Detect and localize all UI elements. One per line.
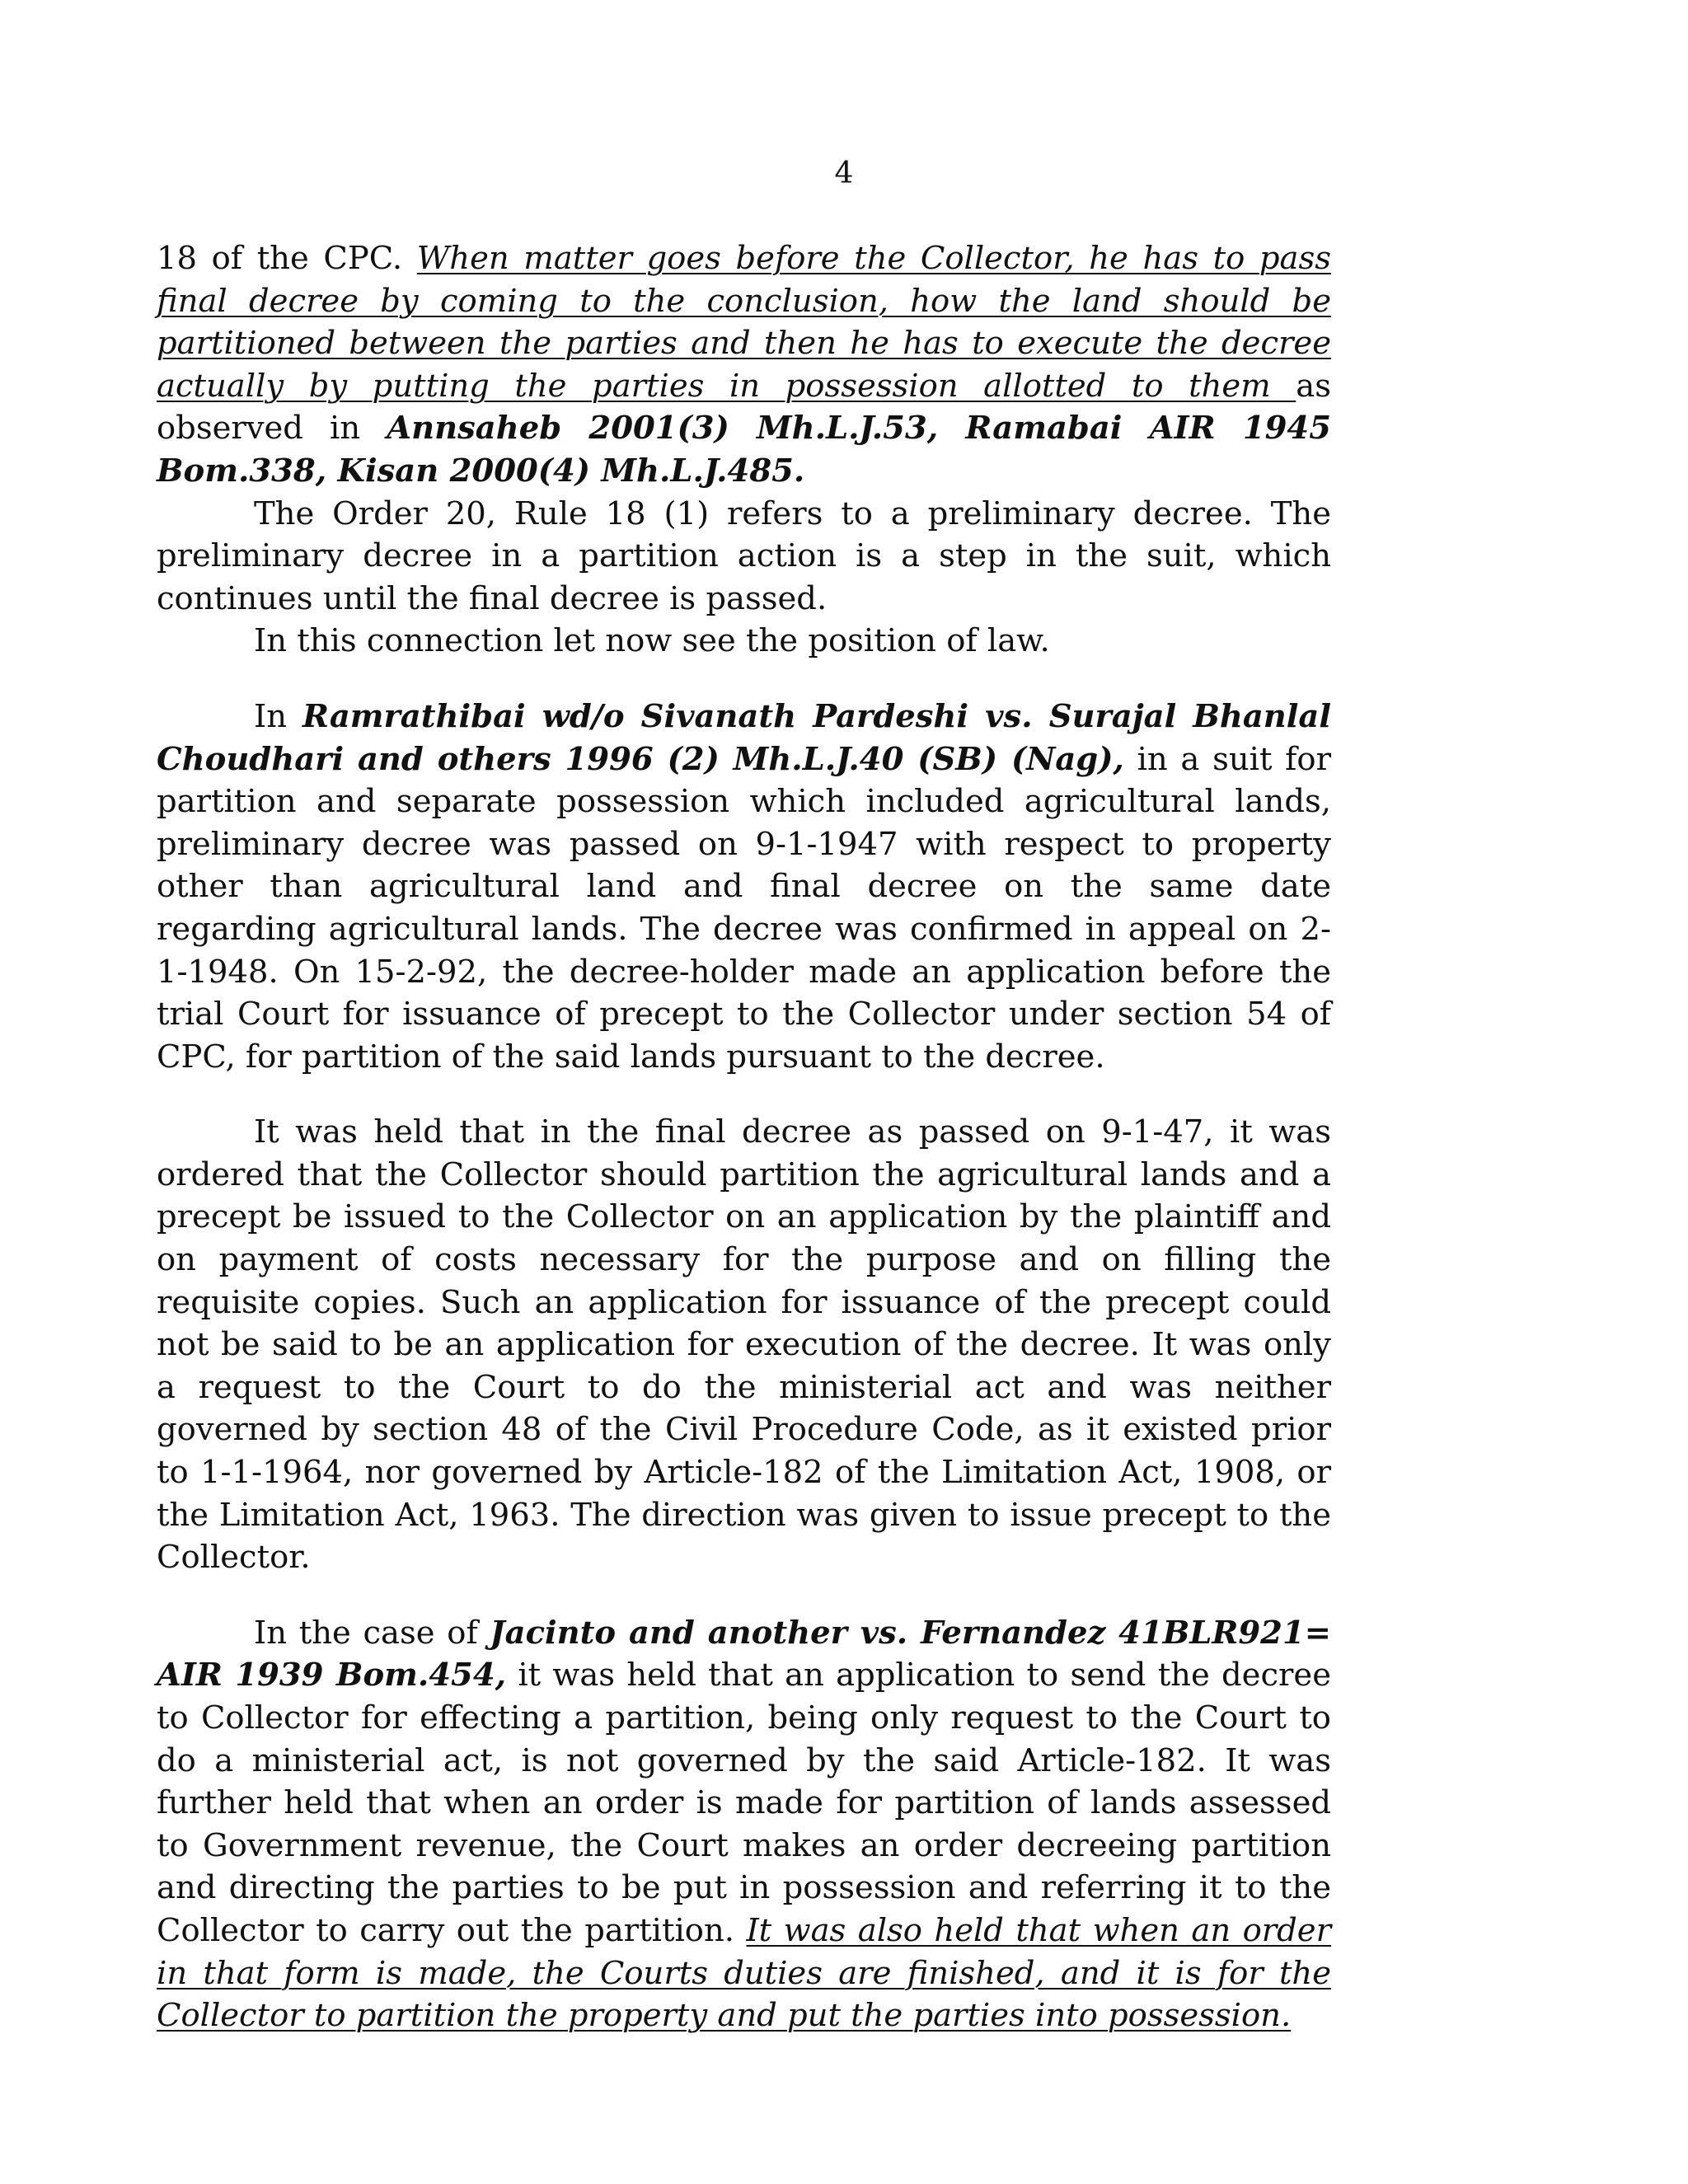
page-number: 4 (834, 157, 854, 190)
paragraph-4-text: In (254, 697, 302, 735)
paragraph-5: It was held that in the final decree as passed on 9-1-47, it was ordered that the Collector should partition the agricultural lands and a precept be issued to the Collector on an application by the plaintiff and on payment of costs necessary for the purpose and on filling the requisite copies. Such an application for issuance of the precept could not be said to be an application for execution of the decree. It was only a request to the Court to do the ministerial act and was neither governed by section 48 of the Civil Procedure Code, as it existed prior to 1-1-1964, nor governed by Article-182 of the Limitation Act, 1908, or the Limitation Act, 1963. The direction was given to issue precept to the Collector. (157, 1113, 1331, 1577)
paragraph-1-citation: Annsaheb 2001(3) Mh.L.J.53, Ramabai AIR 1945 Bom.338, Kisan 2000(4) Mh.L.J.485. (157, 410, 1331, 490)
paragraph-6-citation: Jacinto and another vs. Fernandez 41BLR921= AIR 1939 Bom.454, (157, 1614, 1331, 1694)
paragraph-2: The Order 20, Rule 18 (1) refers to a preliminary decree. The preliminary decree in a partition action is a step in the suit, which continues until the final decree is passed. (157, 494, 1331, 617)
document-body (157, 237, 1331, 2037)
paragraph-1 (157, 237, 1331, 493)
paragraph-1-text: 18 of the CPC. (157, 240, 417, 277)
paragraph-4-citation: Ramrathibai wd/o Sivanath Pardeshi vs. Surajal Bhanlal Choudhari and others 1996 (2) Mh.L.J.40 (SB) (Nag), (157, 697, 1331, 778)
paragraph-6-text-2: it was held that an application to send the decree to Collector for effecting a partition, being only request to the Court to do a ministerial act, is not governed by the said Article-182. It was further held that when an order is made for partition of lands assessed to Government revenue, the Court makes an order decreeing partition and directing the parties to be put in possession and referring it to the Collector to carry out the partition. (157, 1657, 1332, 1949)
paragraph-1-text-2: as observed in (157, 367, 1331, 448)
paragraph-4-text-2: in a suit for partition and separate possession which included agricultural lands, preliminary decree was passed on 9-1-1947 with respect to property other than agricultural land and final decree on the same date regarding agricultural lands. The decree was confirmed in appeal on 2-1-1948. On 15-2-92, the decree-holder made an application before the trial Court for issuance of precept to the Collector under section 54 of CPC, for partition of the said lands pursuant to the decree. (157, 740, 1331, 1076)
paragraph-3: In this connection let now see the position of law. (254, 622, 1050, 660)
paragraph-1-underlined-quote: When matter goes before the Collector, he has to pass final decree by coming to the conclusion, how the land should be partitioned between the parties and then he has to execute the decree actually by putting the parties in possession allotted to them (157, 240, 1331, 405)
paragraph-6-underlined-quote: It was also held that when an order in that form is made, the Courts duties are finished, and it is for the Collector to partition the property and put the parties into possession. (157, 1911, 1331, 2035)
paragraph-6-text: In the case of (254, 1614, 490, 1652)
paragraph-6 (157, 1612, 1331, 2037)
paragraph-4 (157, 696, 1331, 1078)
